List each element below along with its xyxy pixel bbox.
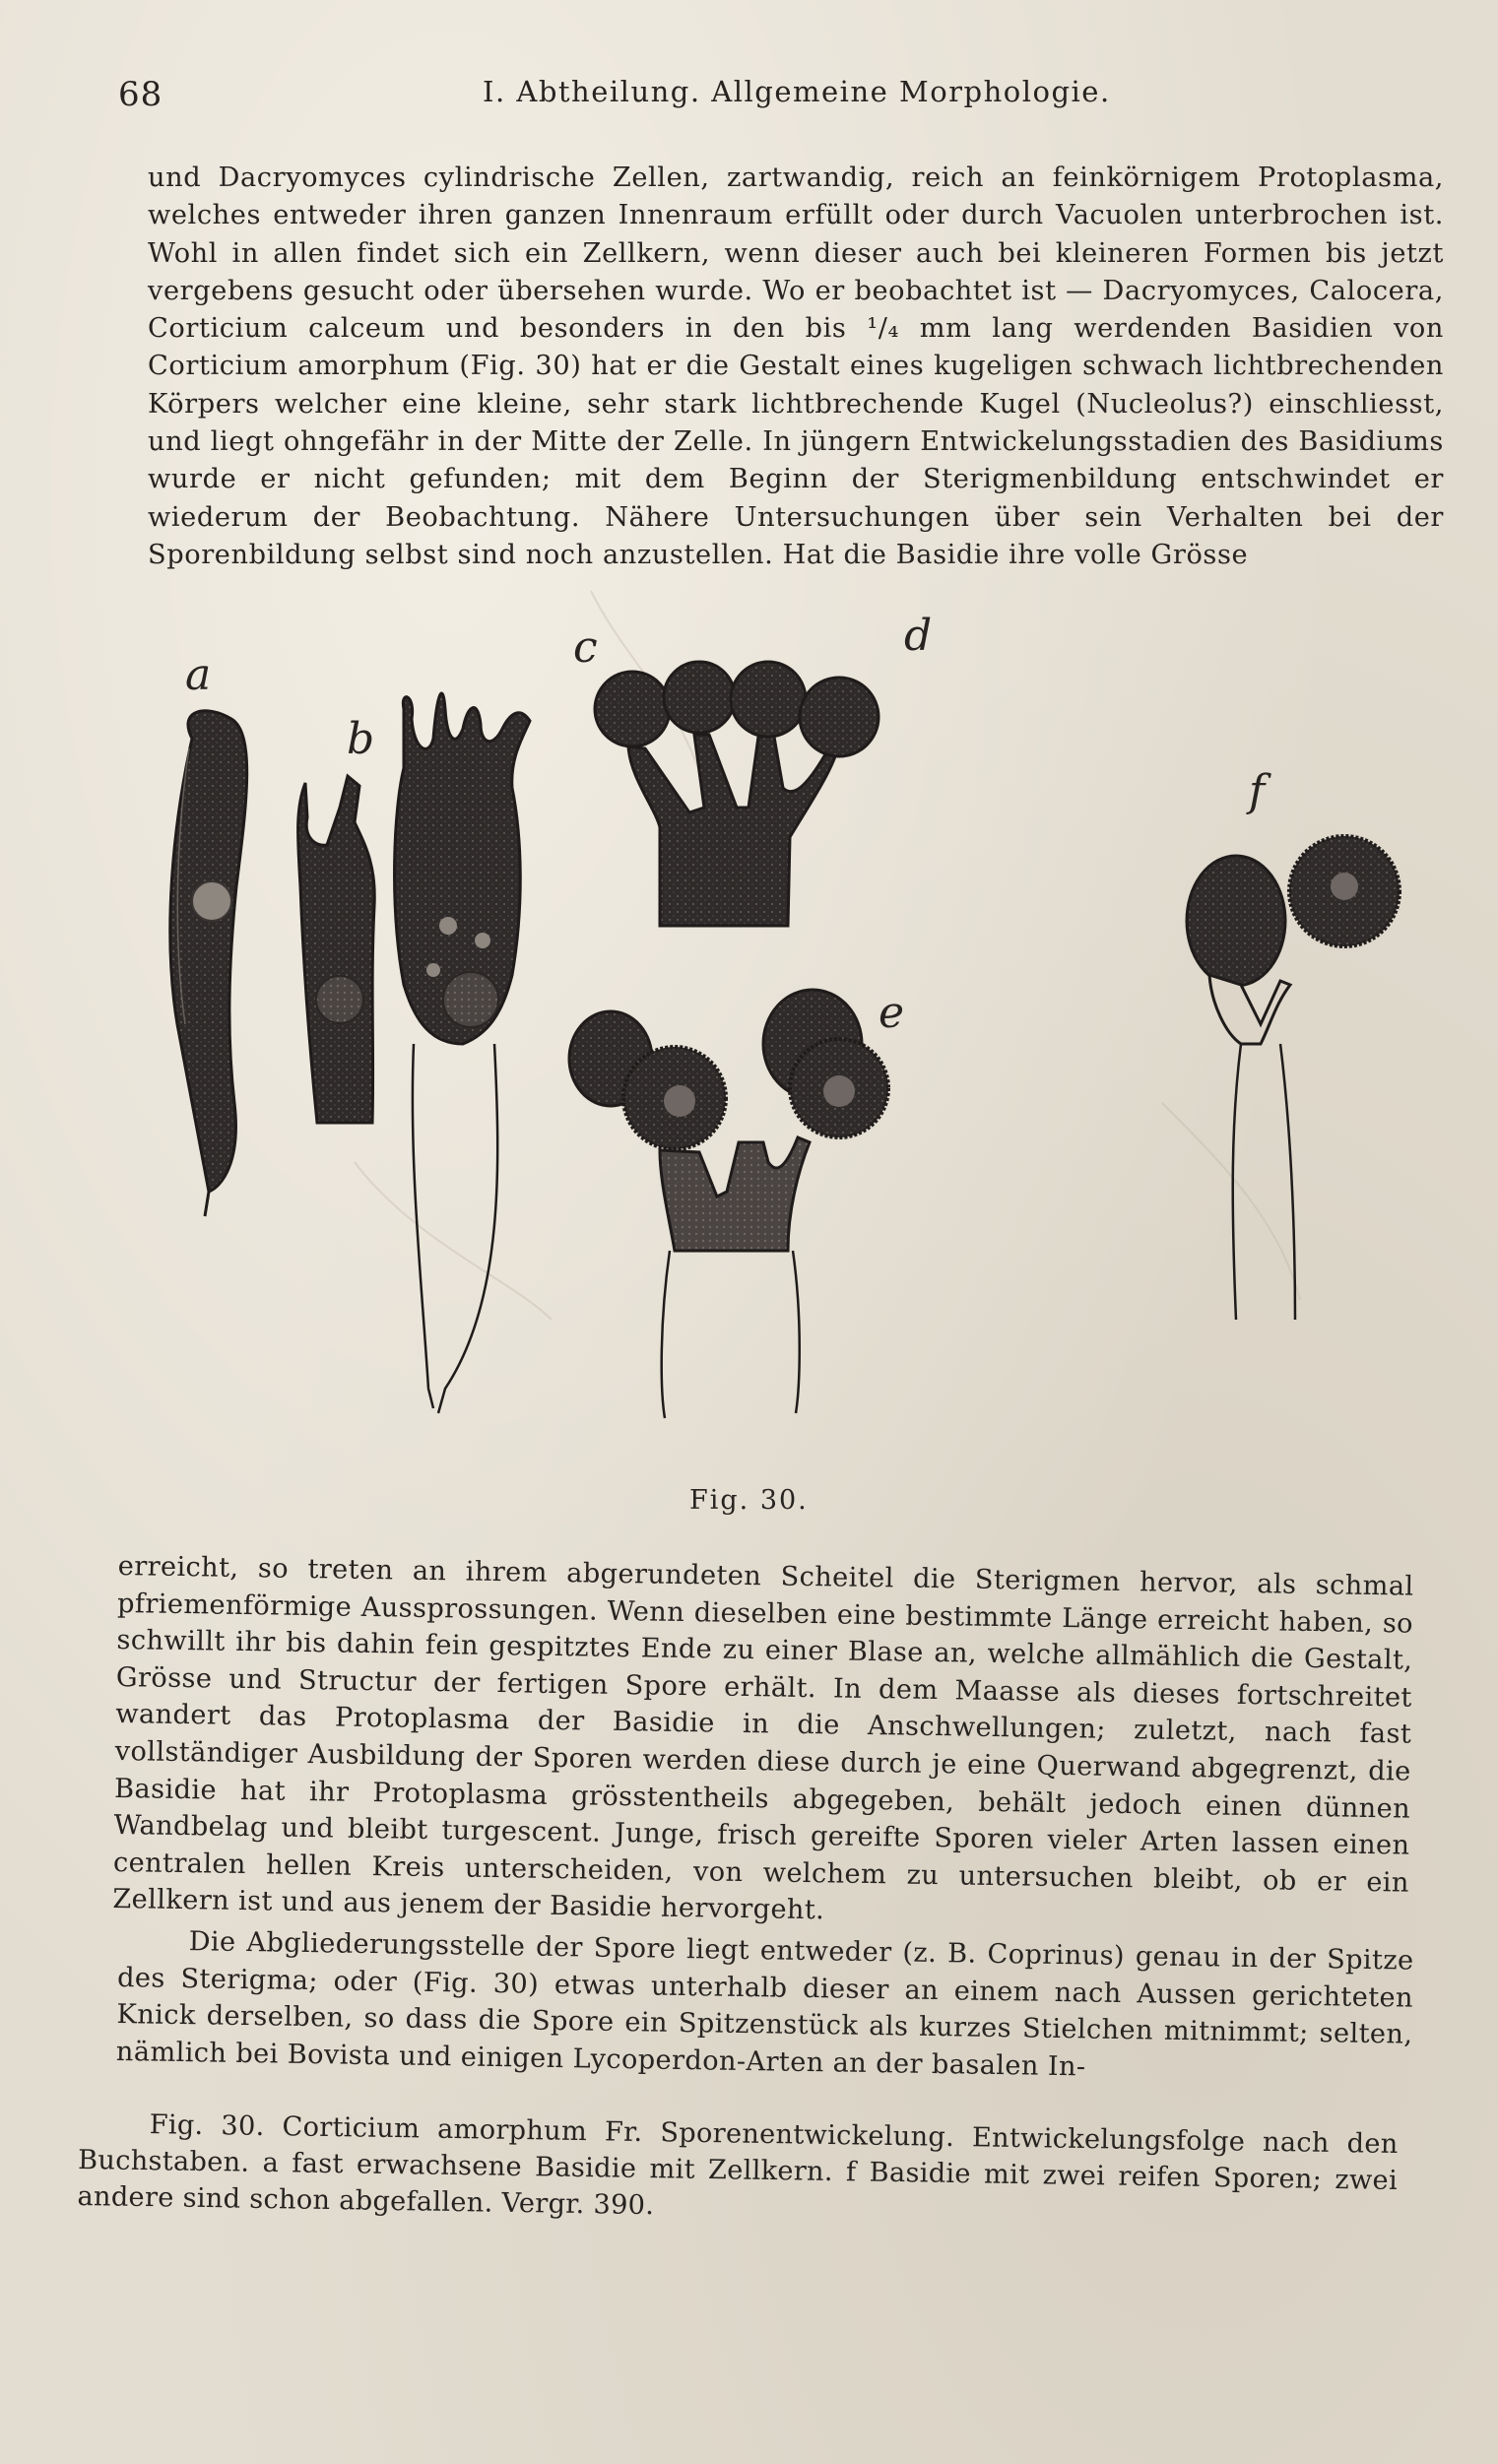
basidium-a — [170, 711, 247, 1216]
basidium-c — [395, 693, 530, 1413]
figure-label-f: f — [1249, 766, 1266, 816]
figure-label-c: c — [573, 622, 598, 673]
body-paragraph-bottom-2-wrap — [116, 1922, 1414, 2091]
page-header — [118, 75, 1458, 124]
caption-indent — [79, 2132, 150, 2133]
figure-illustration — [108, 611, 1418, 1477]
running-head: I. Abtheilung. Allgemeine Morphologie. — [483, 75, 1111, 108]
paragraph-indent — [118, 1949, 189, 1950]
figure-30 — [108, 611, 1418, 1477]
body-paragraph-top: und Dacryomyces cylindrische Zellen, zartwandig, reich an feinkörnigem Protoplasma, welches entweder ihren ganzen Innenraum erfüllt oder durch Vacuolen unterbrochen ist. Wohl in allen findet sich ein Zellkern, wenn dieser auch bei kleineren Formen bis jetzt vergebens gesucht oder übersehen wurde. Wo er beobachtet ist — Dacryomyces, Calocera, Corticium calceum und besonders in den bis ¹/₄ mm lang werdenden Basidien von Corticium amorphum (Fig. 30) hat er die Gestalt eines kugeligen schwach lichtbrechenden Körpers welcher eine kleine, sehr stark lichtbrechende Kugel (Nucleolus?) einschliesst, und liegt ohngefähr in der Mitte der Zelle. In jüngern Entwickelungsstadien des Basidiums wurde er nicht gefunden; mit dem Beginn der Sterigmenbildung entschwindet er wiederum der Beobachtung. Nähere Untersuchungen über sein Verhalten bei der Sporenbildung selbst sind noch anzustellen. Hat die Basidie ihre volle Grösse — [148, 162, 1444, 570]
figure-number: Fig. 30. — [689, 1485, 809, 1516]
figure-caption-wrap — [77, 2106, 1399, 2237]
basidium-d — [595, 662, 879, 926]
basidium-b — [298, 776, 375, 1123]
page-number: 68 — [118, 75, 163, 114]
figure-label-e: e — [879, 988, 905, 1038]
figure-label-b: b — [347, 714, 375, 764]
basidium-f — [1187, 836, 1400, 1320]
figure-caption: Fig. 30. Corticium amorphum Fr. Sporenentwickelung. Entwickelungsfolge nach den Buchstaben. a fast erwachsene Basidie mit Zellkern. f Basidie mit zwei reifen Sporen; zwei andere sind schon abgefallen. Vergr. 390. — [77, 2109, 1399, 2222]
figure-label-a: a — [185, 650, 212, 700]
basidium-e — [569, 990, 888, 1418]
body-paragraph-bottom-1: erreicht, so treten an ihrem abgerundeten Scheitel die Sterigmen hervor, als schmal pfriemenförmige Aussprossungen. Wenn dieselben eine bestimmte Länge erreicht haben, so schwillt ihr bis dahin fein gespitztes Ende zu einer Blase an, welche allmählich die Gestalt, Grösse und Structur der fertigen Spore erhält. In dem Maasse als dieses fortschreitet wandert das Protoplasma der Basidie in die Anschwellungen; zuletzt, nach fast vollständiger Ausbildung der Sporen werden diese durch je eine Querwand abgegrenzt, die Basidie hat ihr Protoplasma grösstentheils abgegeben, behält jedoch einen dünnen Wandbelag und bleibt turgescent. Junge, frisch gereifte Sporen vieler Arten lassen einen centralen hellen Kreis unterscheiden, von welchem zu untersuchen bleibt, ob er ein Zellkern ist und aus jenem der Basidie hervorgeht. — [112, 1550, 1414, 1926]
figure-label-d: d — [904, 611, 933, 661]
body-paragraph-bottom-2: Die Abgliederungsstelle der Spore liegt entweder (z. B. Coprinus) genau in der Spitze des Sterigma; oder (Fig. 30) etwas unterhalb dieser an einem nach Aussen gerichteten Knick derselben, so dass die Spore ein Spitzenstück als kurzes Stielchen mitnimmt; selten, nämlich bei Bovista und einigen Lycoperdon-Arten an der basalen In- — [115, 1926, 1414, 2083]
